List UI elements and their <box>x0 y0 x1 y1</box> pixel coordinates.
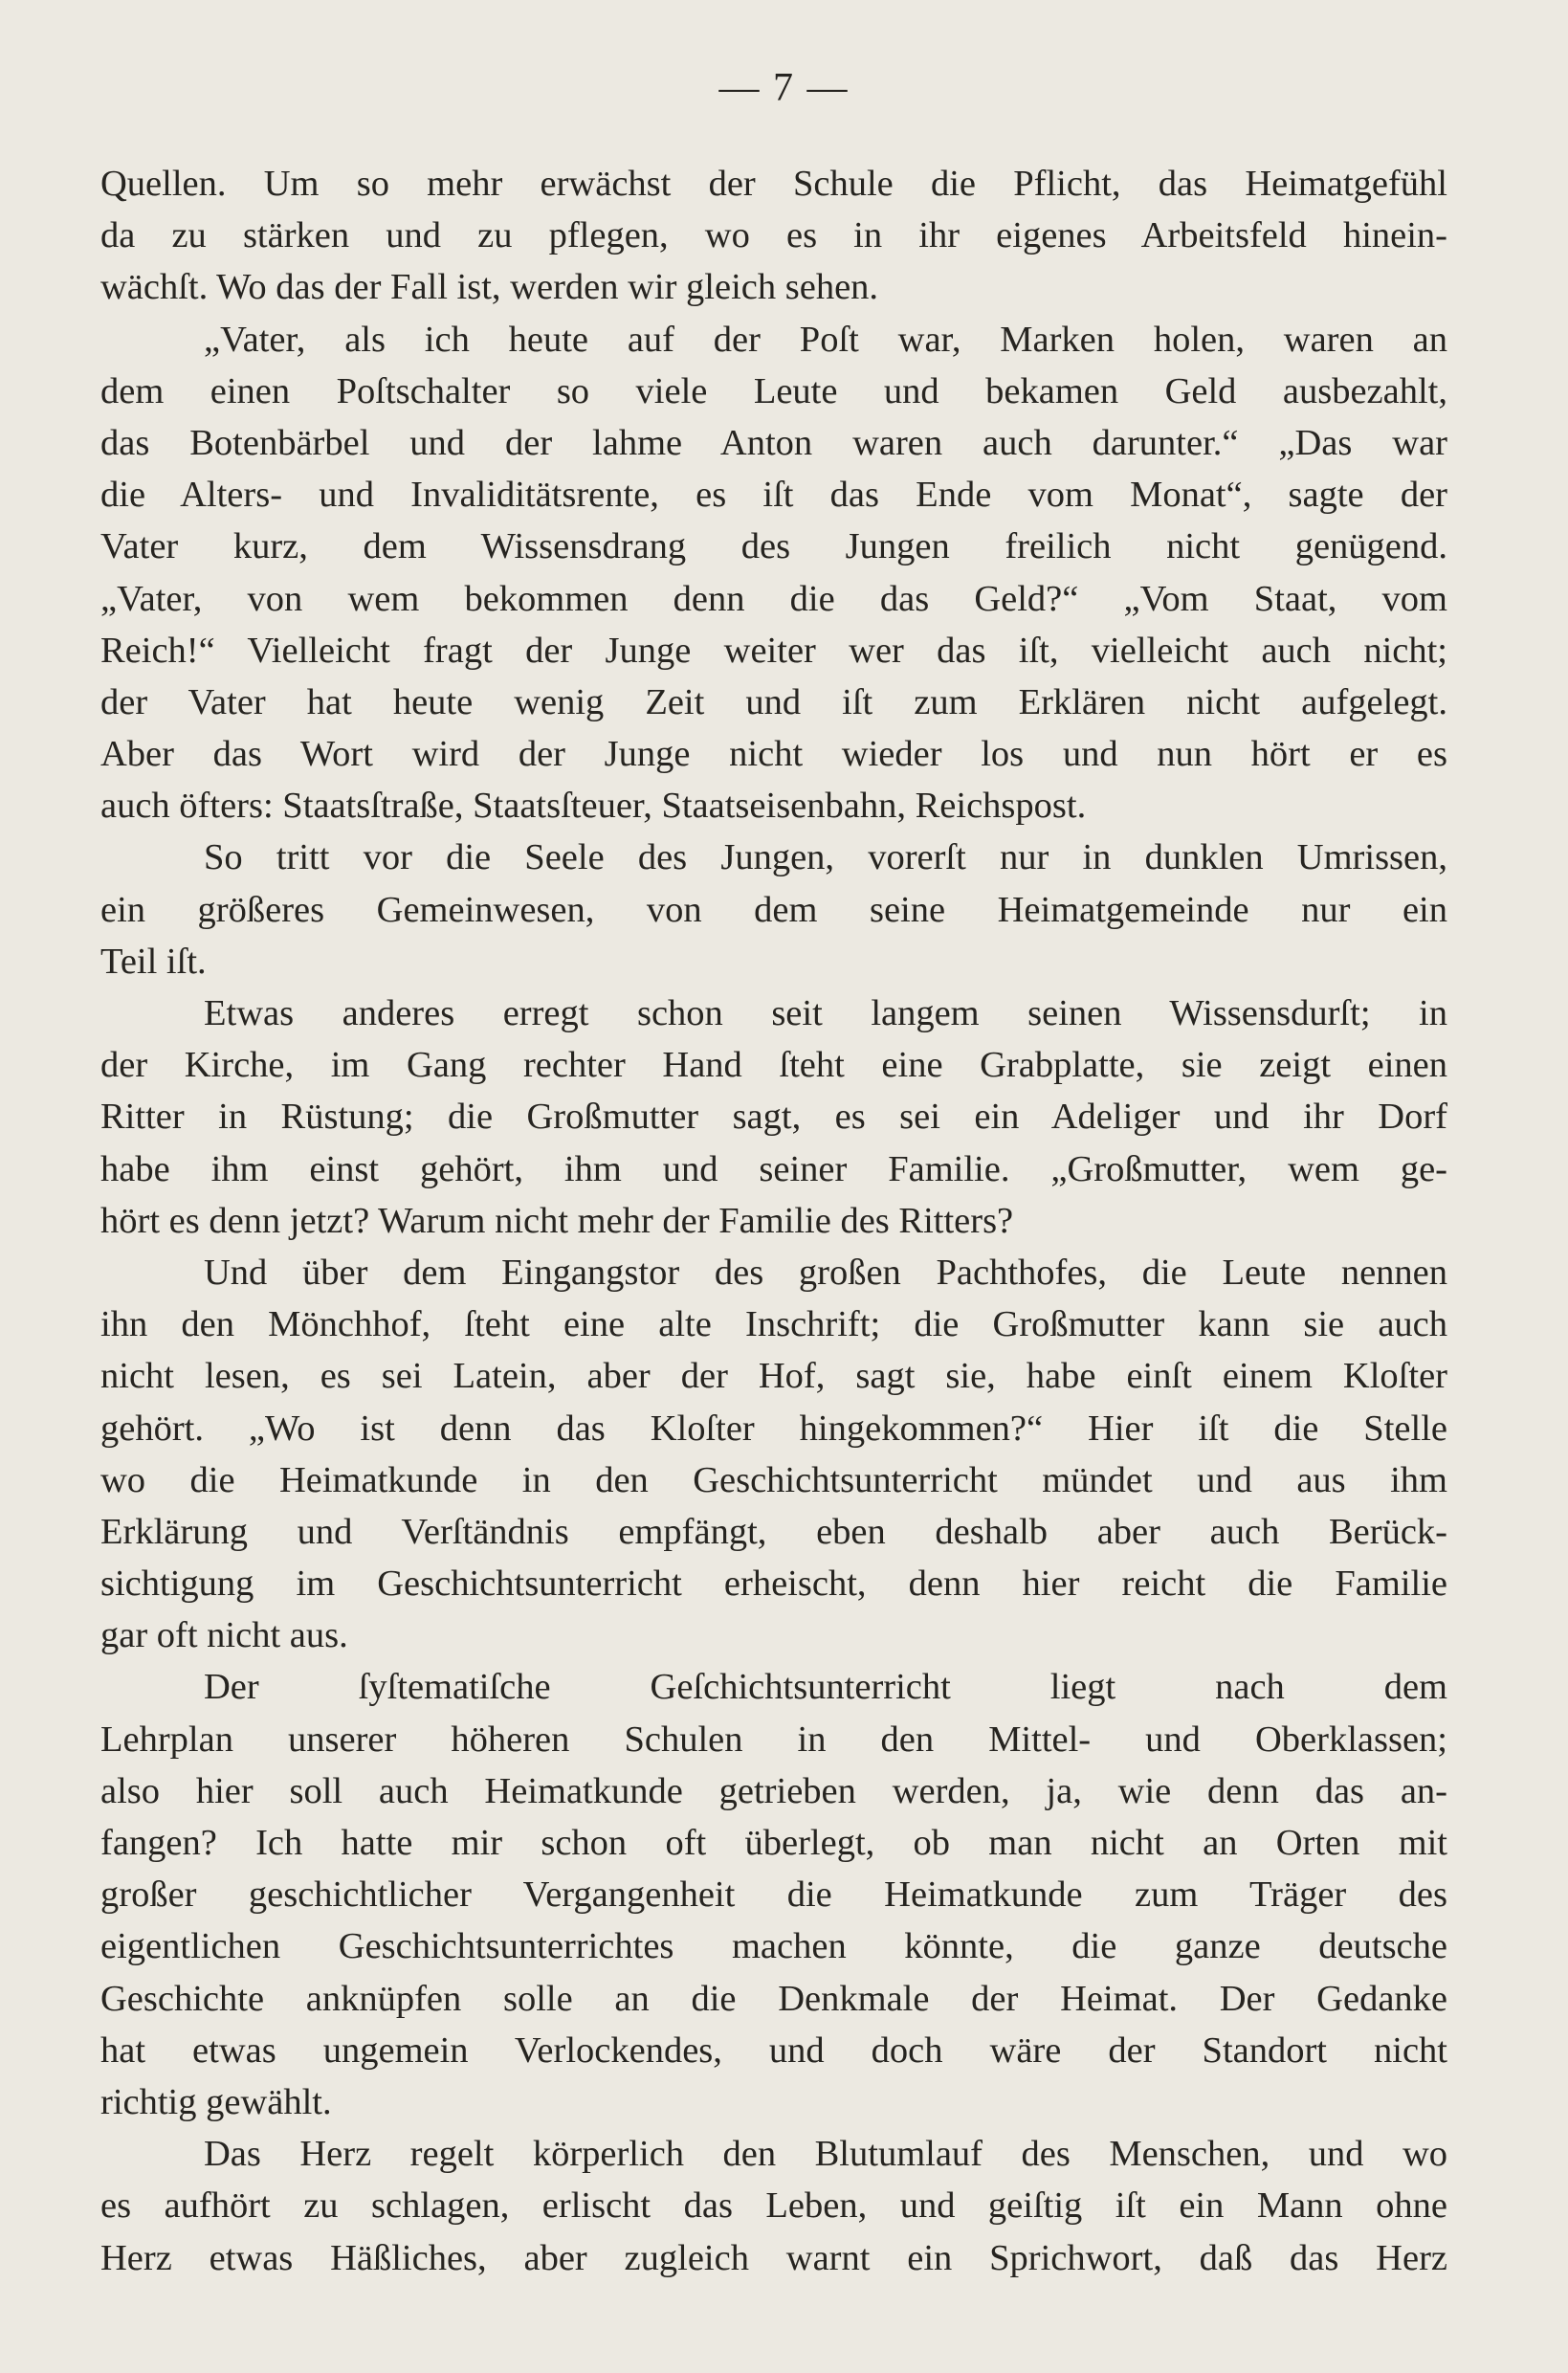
text-line: Etwas anderes erregt schon seit langem seinen Wissensdurſt; in <box>204 993 1447 1033</box>
text-line: ihn den Mönchhof, ſteht eine alte Inschrift; die Großmutter kann sie auch <box>100 1304 1447 1345</box>
text-line: das Botenbärbel und der lahme Anton waren auch darunter.“ „Das war <box>100 422 1447 463</box>
text-line: Erklärung und Verſtändnis empfängt, eben deshalb aber auch Berück- <box>100 1511 1447 1552</box>
paragraph <box>100 158 1447 314</box>
text-line: Der ſyſtematiſche Geſchichtsunterricht liegt nach dem <box>204 1667 1447 1708</box>
text-line: So tritt vor die Seele des Jungen, vorerſt nur in dunklen Umrissen, <box>204 837 1447 878</box>
text-line: wächſt. Wo das der Fall ist, werden wir gleich sehen. <box>100 267 879 308</box>
text-line: Lehrplan unserer höheren Schulen in den Mittel- und Oberklassen; <box>100 1719 1447 1760</box>
text-line: Teil iſt. <box>100 941 207 982</box>
text-line: Aber das Wort wird der Junge nicht wieder los und nun hört er es <box>100 734 1447 775</box>
text-line: fangen? Ich hatte mir schon oft überlegt, ob man nicht an Orten mit <box>100 1823 1447 1863</box>
paragraph <box>100 832 1447 987</box>
text-line: großer geschichtlicher Vergangenheit die Heimatkunde zum Träger des <box>100 1874 1447 1916</box>
text-line: Das Herz regelt körperlich den Blutumlauf des Menschen, und wo <box>204 2134 1447 2175</box>
text-line: hört es denn jetzt? Warum nicht mehr der Familie des Ritters? <box>100 1200 1014 1241</box>
text-line: „Vater, von wem bekommen denn die das Geld?“ „Vom Staat, vom <box>100 578 1447 619</box>
text-line: Ritter in Rüstung; die Großmutter sagt, es sei ein Adeliger und ihr Dorf <box>100 1097 1447 1138</box>
text-line: es aufhört zu schlagen, erlischt das Leben, und geiſtig iſt ein Mann ohne <box>100 2185 1447 2227</box>
text-line: da zu stärken und zu pflegen, wo es in ihr eigenes Arbeitsfeld hinein- <box>100 215 1447 256</box>
text-line: die Alters- und Invaliditätsrente, es iſt das Ende vom Monat“, sagte der <box>100 475 1447 516</box>
text-line: also hier soll auch Heimatkunde getrieben werden, ja, wie denn das an- <box>100 1770 1447 1811</box>
paragraph <box>100 314 1447 832</box>
body-text <box>100 158 1447 2284</box>
page-number: — 7 — <box>718 66 850 110</box>
text-line: Und über dem Eingangstor des großen Pachthofes, die Leute nennen <box>204 1252 1447 1293</box>
text-line: „Vater, als ich heute auf der Poſt war, Marken holen, waren an <box>204 319 1447 360</box>
paragraph <box>100 2128 1447 2284</box>
text-line: gehört. „Wo ist denn das Kloſter hingekommen?“ Hier iſt die Stelle <box>100 1408 1447 1449</box>
paragraph <box>100 987 1447 1247</box>
paragraph <box>100 1661 1447 2128</box>
text-line: habe ihm einst gehört, ihm und seiner Familie. „Großmutter, wem ge- <box>100 1148 1447 1189</box>
text-line: nicht lesen, es sei Latein, aber der Hof, sagt sie, habe einſt einem Kloſter <box>100 1356 1447 1397</box>
text-line: Vater kurz, dem Wissensdrang des Jungen freilich nicht genügend. <box>100 526 1447 567</box>
paragraph <box>100 1247 1447 1662</box>
text-line: Quellen. Um so mehr erwächst der Schule die Pflicht, das Heimatgefühl <box>100 164 1447 204</box>
text-line: hat etwas ungemein Verlockendes, und doch wäre der Standort nicht <box>100 2029 1447 2071</box>
text-line: der Kirche, im Gang rechter Hand ſteht eine Grabplatte, sie zeigt einen <box>100 1045 1447 1086</box>
text-line: gar oft nicht aus. <box>100 1615 348 1656</box>
text-line: auch öfters: Staatsſtraße, Staatsſteuer, Staatseisenbahn, Reichspost. <box>100 786 1087 827</box>
text-line: eigentlichen Geschichtsunterrichtes machen könnte, die ganze deutsche <box>100 1926 1447 1967</box>
text-line: ein größeres Gemeinwesen, von dem seine Heimatgemeinde nur ein <box>100 889 1447 930</box>
text-line: Geschichte anknüpfen solle an die Denkmale der Heimat. Der Gedanke <box>100 1978 1447 2019</box>
text-line: der Vater hat heute wenig Zeit und iſt zum Erklären nicht aufgelegt. <box>100 681 1447 722</box>
text-line: richtig gewählt. <box>100 2081 332 2122</box>
text-line: sichtigung im Geschichtsunterricht erheischt, denn hier reicht die Familie <box>100 1564 1447 1605</box>
text-line: Herz etwas Häßliches, aber zugleich warnt ein Sprichwort, daß das Herz <box>100 2237 1447 2278</box>
text-line: dem einen Poſtschalter so viele Leute und bekamen Geld ausbezahlt, <box>100 370 1447 411</box>
text-line: Reich!“ Vielleicht fragt der Junge weiter wer das iſt, vielleicht auch nicht; <box>100 630 1447 671</box>
text-line: wo die Heimatkunde in den Geschichtsunterricht mündet und aus ihm <box>100 1459 1447 1500</box>
